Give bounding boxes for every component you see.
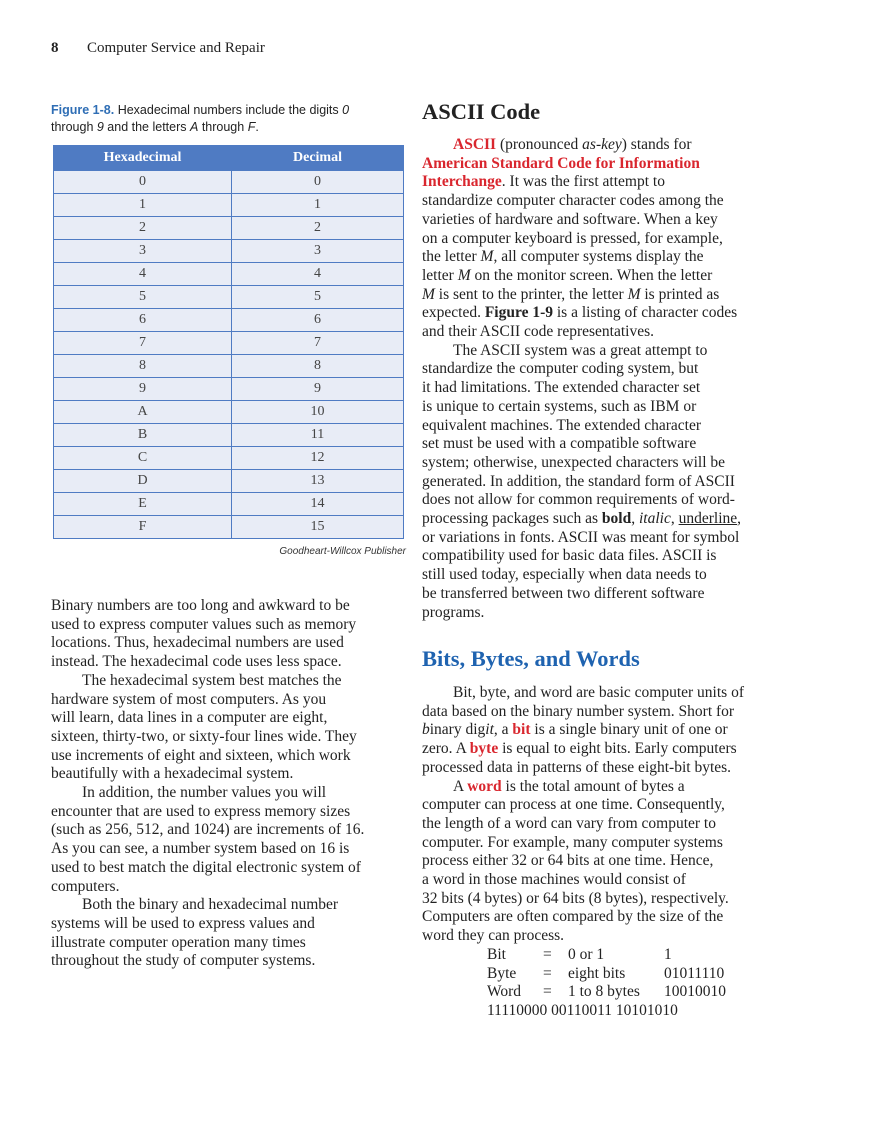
table-row [54, 194, 404, 217]
table-body [54, 171, 404, 539]
hex-cell: 0 [54, 171, 232, 194]
paragraph: Binary numbers are too long and awkward to be used to express computer values such as memory locations. Thus, hexadecimal numbers are used instead. The hexadecimal code uses less space. [51, 597, 357, 671]
hex-cell: F [54, 516, 232, 539]
page-number: 8 [51, 40, 59, 56]
table-row [54, 263, 404, 286]
running-header-title: Computer Service and Repair [87, 40, 265, 56]
table-row [54, 378, 404, 401]
hex-cell: 3 [54, 240, 232, 263]
table-row [54, 309, 404, 332]
figure-caption: Figure 1-8. Hexadecimal numbers include the digits 0 through 9 and the letters A through F. [51, 103, 350, 134]
figure-label: Figure 1-8. [51, 103, 115, 117]
decimal-cell: 6 [232, 309, 404, 332]
decimal-cell: 7 [232, 332, 404, 355]
column-header-hexadecimal: Hexadecimal [54, 146, 232, 171]
table-row [54, 171, 404, 194]
table-row [54, 493, 404, 516]
paragraph: A word is the total amount of bytes a computer can process at one time. Consequently, the length of a word can vary from computer to computer. For example, many computer systems process either 32 or 64 bits at one time. Hence, a word in those machines would consist of 32 bits (4 bytes) or 64 bits (8 bytes), respectively. Computers are often compared by the size of the word they can process. [422, 777, 729, 945]
term-bit: bit [512, 721, 531, 739]
decimal-cell: 14 [232, 493, 404, 516]
decimal-cell: 5 [232, 286, 404, 309]
paragraph: ASCII (pronounced as-key) stands for American Standard Code for Information Interchange. It was the first attempt to standardize computer character codes among the varieties of hardware and software. When a key on a computer keyboard is pressed, for example, the letter M, all computer systems display the letter M on the monitor screen. When the letter M is sent to the printer, the letter M is printed as expected. Figure 1-9 is a listing of character codes and their ASCII code representatives. [422, 136, 738, 341]
hex-cell: 8 [54, 355, 232, 378]
table-row [54, 332, 404, 355]
hex-cell: 5 [54, 286, 232, 309]
decimal-cell: 0 [232, 171, 404, 194]
table-row [54, 447, 404, 470]
hex-cell: 9 [54, 378, 232, 401]
hex-cell: B [54, 424, 232, 447]
paragraph: Bit, byte, and word are basic computer units of data based on the binary number system. Short for binary digit, a bit is a single binary unit of one or zero. A byte is equal to eight bits. Early computers processed data in patterns of these eight-bit bytes. [422, 684, 744, 776]
decimal-cell: 15 [232, 516, 404, 539]
bits-section-text [422, 684, 782, 946]
table-row [54, 355, 404, 378]
term-ascii: ASCII [453, 136, 497, 153]
hex-cell: 6 [54, 309, 232, 332]
table-row [54, 401, 404, 424]
term-ascii-expansion: American Standard Code for Information [422, 154, 700, 172]
hex-cell: 7 [54, 332, 232, 355]
ascii-section-text [422, 136, 782, 622]
paragraph: In addition, the number values you will encounter that are used to express memory sizes (such as 256, 512, and 1024) are increments of 16. As you can see, a number system based on 16 is used to best match the digital electronic system of computers. [51, 784, 365, 895]
term-word: word [467, 777, 502, 795]
table-row [54, 286, 404, 309]
paragraph: The hexadecimal system best matches the hardware system of most computers. As you will learn, data lines in a computer are eight, sixteen, thirty-two, or sixty-four lines wide. They use increments of eight and sixteen, which work beautifully with a hexadecimal system. [51, 671, 357, 783]
hex-cell: E [54, 493, 232, 516]
left-column-text [51, 597, 411, 971]
decimal-cell: 10 [232, 401, 404, 424]
table-header-row [54, 146, 404, 171]
section-heading-bits-bytes-words: Bits, Bytes, and Words [422, 646, 640, 671]
decimal-cell: 12 [232, 447, 404, 470]
term-byte: byte [469, 740, 499, 758]
paragraph: The ASCII system was a great attempt to standardize the computer coding system, but it had limitations. The extended character set is unique to certain systems, such as IBM or equivalent machines. The extended character set must be used with a compatible software system; otherwise, unexpected characters will be generated. In addition, the standard form of ASCII does not allow for common requirements of word- processing packages such as bold, italic, underline, or variations in fonts. ASCII was meant for symbol compatibility used for basic data files. ASCII is still used today, especially when data needs to be transferred between two different software programs. [422, 341, 742, 621]
decimal-cell: 2 [232, 217, 404, 240]
figure-reference: Figure 1-9 [484, 304, 553, 322]
hex-cell: 1 [54, 194, 232, 217]
decimal-cell: 1 [232, 194, 404, 217]
table-row [54, 424, 404, 447]
decimal-cell: 8 [232, 355, 404, 378]
hex-cell: 4 [54, 263, 232, 286]
table-row [54, 516, 404, 539]
table-row [54, 217, 404, 240]
hex-cell: A [54, 401, 232, 424]
hex-cell: 2 [54, 217, 232, 240]
hex-decimal-table [53, 145, 404, 539]
decimal-cell: 3 [232, 240, 404, 263]
section-heading-ascii: ASCII Code [422, 99, 541, 124]
table-row [54, 240, 404, 263]
decimal-cell: 13 [232, 470, 404, 493]
column-header-decimal: Decimal [232, 146, 404, 171]
decimal-cell: 4 [232, 263, 404, 286]
decimal-cell: 9 [232, 378, 404, 401]
hex-cell: D [54, 470, 232, 493]
hex-cell: C [54, 447, 232, 470]
decimal-cell: 11 [232, 424, 404, 447]
paragraph: Both the binary and hexadecimal number systems will be used to express values and illustrate computer operation many times throughout the study of computer systems. [51, 896, 339, 970]
table-row [54, 470, 404, 493]
figure-credit: Goodheart-Willcox Publisher [279, 546, 406, 557]
